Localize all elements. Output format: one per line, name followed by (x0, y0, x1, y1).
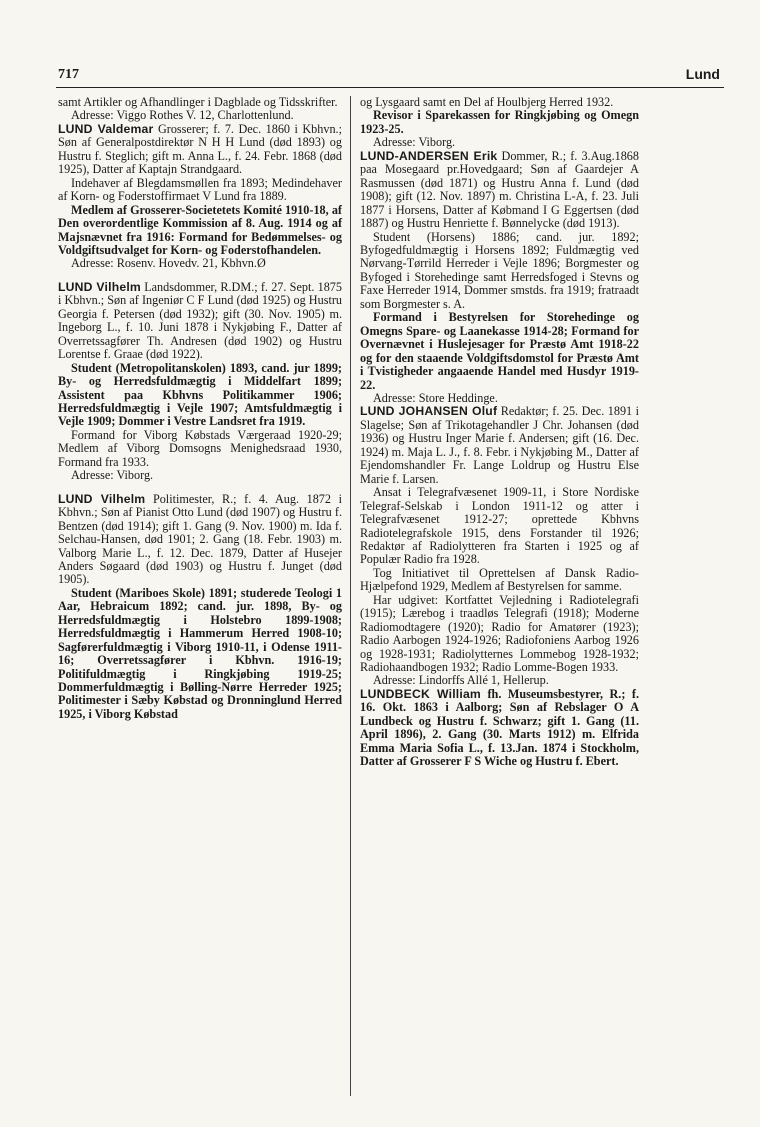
entry-lead (58, 493, 342, 587)
entry-text: Dommer, R.; f. 3.Aug.1868 paa Mosegaard pr.Hovedgaard; Søn af Gaardejer A Rasmussen (død 1871) og Hustru Anna f. Lund (død 1908); gift (12. Nov. 1897) m. Christina L-A, f. 23. Juli 1877 i Horsens, Datter af Købmand I G Eggertsen (død 1887) og Hustru Henriette f. Bønnelycke (død 1913). (360, 148, 639, 231)
entry-continuation-right (360, 96, 639, 150)
right-column (360, 96, 639, 769)
entry-lead (360, 150, 639, 231)
entry-lund-vilhelm-politimester (58, 493, 342, 722)
entry-paragraph: Student (Mariboes Skole) 1891; studerede Teologi 1 Aar, Hebraicum 1892; cand. jur. 1898, By- og Herredsfuldmægtig i Holstebro 1899-1908; Herredsfuldmægtig i Hammerum Herred 1908-10; Sagførerfuldmægtig i Viborg 1910-11, i Odense 1911-16; Overretssagfører i Kbhvn. 1916-19; Politifuldmægtig i Ringkjøbing 1919-25; Dommerfuldmægtig i Bølling-Nørre Herreder 1925; Politimester i Sæby Købstad og Dronninglund Herred 1925, i Viborg Købstad (58, 585, 342, 721)
entry-paragraph: Revisor i Sparekassen for Ringkjøbing og Omegn 1923-25. (360, 108, 639, 136)
entry-address: Adresse: Viborg. (71, 468, 154, 483)
header-rule (56, 87, 724, 88)
entry-paragraph: Tog Initiativet til Oprettelsen af Dansk Radio-Hjælpefond 1929, Medlem af Bestyrelsen for samme. (360, 565, 639, 594)
entry-paragraph: Medlem af Grosserer-Societetets Komité 1910-18, af Den overordentlige Kommission af 8. Aug. 1914 og af Majsnævnet fra 1916: Formand for Bedømmelses- og Voldgiftsudvalget for Korn- og Foderstofhandelen. (58, 202, 342, 257)
entry-paragraph: Student (Horsens) 1886; cand. jur. 1892; Byfogedfuldmægtig i Horsens 1892; Fuldmægtig ved Nørvang-Tørrild Herreder i Vejle 1896; Borgmester og Byfoged i Storehedinge samt Herredsfoged i Stevns og Faxe Herreder 1914, Dommer smstds. fra 1919; fratraadt som Borgmester s. A. (360, 229, 639, 311)
entry-heading: LUND Valdemar (58, 121, 154, 136)
entry-heading: LUND Vilhelm (58, 279, 141, 294)
entry-text: fh. Museumsbestyrer, R.; f. 16. Okt. 1863 i Aalborg; Søn af Rebslager O A Lundbeck og Hustru f. Schwarz; gift 1. Gang (11. April 1896), 2. Gang (30. Marts 1912) m. Elfrida Emma Maria Sofia L., f. 13.Jan. 1874 i Stockholm, Datter af Grosserer F S Wiche og Hustru f. Ebert. (360, 686, 639, 769)
entry-lund-valdemar (58, 123, 342, 271)
entry-heading: LUND Vilhelm (58, 491, 146, 506)
entry-text: og Lysgaard samt en Del af Houlbjerg Herred 1932. (360, 95, 614, 109)
entry-text: Grosserer; f. 7. Dec. 1860 i Kbhvn.; Søn af Generalpostdirektør N H H Lund (død 1893) og Hustru f. Steglich; gift m. Anna L., f. 24. Febr. 1868 (død 1925), Datter af Kaptajn Strandgaard. (58, 121, 342, 177)
entry-lund-andersen-erik (360, 150, 639, 406)
entry-continuation-left (58, 96, 342, 123)
entry-paragraph: Ansat i Telegrafvæsenet 1909-11, i Store Nordiske Telegraf-Selskab i London 1911-12 og atter i Telegrafvæsenet 1912-27; oprettede Kbhvns Radiotelegrafskole 1915, dens Forstander til 1926; Redaktør af Radiolytteren fra Starten i 1925 og af Populær Radio fra 1928. (360, 485, 639, 567)
entry-address: Adresse: Viborg. (373, 135, 456, 150)
entry-address: Adresse: Store Heddinge. (373, 390, 498, 405)
entry-heading: LUND JOHANSEN Oluf (360, 404, 498, 419)
entry-paragraph: Formand i Bestyrelsen for Storehedinge og Omegns Spare- og Laanekasse 1914-28; Formand for Overnævnet i Huslejesager for Præstø Amt 1918-22 og for den staaende Voldgiftsdomstol for Præstø Amt i Tvistigheder angaaende Handel med Husdyr 1919-22. (360, 310, 639, 392)
left-column (58, 96, 342, 721)
page-number: 717 (58, 67, 79, 82)
entry-lund-johansen-oluf (360, 405, 639, 688)
entry-lundbeck-william (360, 688, 639, 769)
entry-lead (58, 123, 342, 177)
entry-address: Adresse: Lindorffs Allé 1, Hellerup. (373, 673, 549, 688)
entry-text: Politimester, R.; f. 4. Aug. 1872 i Kbhvn.; Søn af Pianist Otto Lund (død 1907) og Hustru f. Bentzen (død 1914); gift 1. Gang (9. Nov. 1900) m. Ida f. Selchau-Hansen, død 1901; 2. Gang (18. Febr. 1903) m. Valborg Marie L., f. 12. Dec. 1879, Datter af Husejer Anders Søgaard (død 1903) og Hustru f. Junget (død 1905). (58, 491, 342, 587)
entry-text: Landsdommer, R.DM.; f. 27. Sept. 1875 i Kbhvn.; Søn af Ingeniør C F Lund (død 1925) og Hustru Georgia f. Petersen (død 1932); gift (30. Nov. 1905) m. Ingeborg L., f. 10. Juni 1878 i Nykjøbing F., Datter af Overretssagfører Th. Andresen (død 1902) og Hustru Lorentse f. Graae (død 1922). (58, 279, 342, 362)
entry-heading: LUND-ANDERSEN Erik (360, 148, 498, 163)
entry-lead (58, 281, 342, 362)
entry-lead (360, 688, 639, 769)
entry-lead (360, 405, 639, 486)
entry-lund-vilhelm-landsdommer (58, 281, 342, 483)
column-divider (350, 96, 351, 1096)
entry-heading: LUNDBECK William (360, 686, 481, 701)
entry-address: Adresse: Rosenv. Hovedv. 21, Kbhvn.Ø (71, 256, 266, 271)
entry-text: samt Artikler og Afhandlinger i Dagblade og Tidsskrifter. (58, 95, 338, 109)
running-head: Lund (685, 66, 720, 82)
entry-paragraph: Formand for Viborg Købstads Værgeraad 1920-29; Medlem af Viborg Domsogns Menighedsraad 1930, Formand fra 1933. (58, 427, 342, 469)
entry-paragraph: Indehaver af Blegdamsmøllen fra 1893; Medindehaver af Korn- og Foderstoffirmaet V Lund fra 1889. (58, 175, 342, 204)
entry-address: Adresse: Viggo Rothes V. 12, Charlottenlund. (71, 108, 294, 123)
entry-paragraph: Har udgivet: Kortfattet Vejledning i Radiotelegrafi (1915); Lærebog i traadløs Telegrafi (1918); Moderne Radiomodtagere (1920); Radio for Amatører (1923); Radio Aarbogen 1924-1926; Radiofoniens Aarbog 1926 og 1928-1931; Radiolytternes Lommebog 1928-1932; Radiohaandbogen 1932; Radio Lomme-Bogen 1933. (360, 592, 639, 675)
entry-paragraph: Student (Metropolitanskolen) 1893, cand. jur 1899; By- og Herredsfuldmægtig i Middelfart 1899; Assistent paa Kbhvns Politikammer 1906; Herredsfuldmægtig i Vejle 1907; Amtsfuldmægtig i Vejle 1909; Dommer i Vestre Landsret fra 1919. (58, 360, 342, 429)
entry-text: Redaktør; f. 25. Dec. 1891 i Slagelse; Søn af Trikotagehandler J Chr. Johansen (død 1936) og Hustru Inger Marie f. Andersen; gift (16. Dec. 1924) m. Maja L. J., f. 8. Febr. i Nykjøbing M., Datter af Ejendomshandler Fr. Lange Loldrup og Hustru Else Marie f. Larsen. (360, 404, 640, 486)
